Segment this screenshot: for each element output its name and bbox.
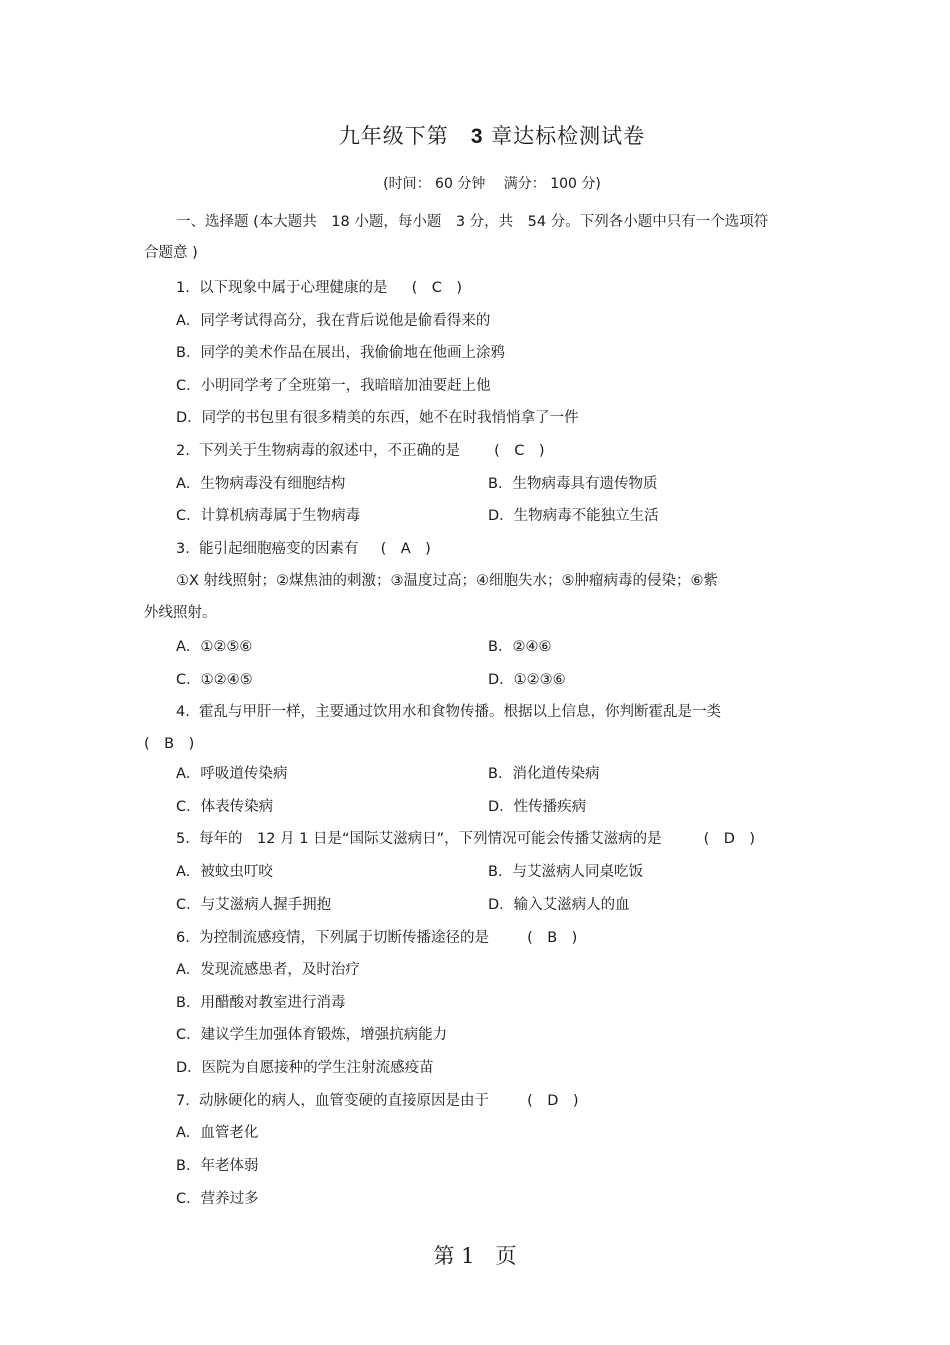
question-2-answer: ( C ) bbox=[494, 443, 545, 459]
question-3-answer: ( A ) bbox=[380, 541, 431, 557]
title-chapter-number: 3 bbox=[470, 125, 484, 148]
question-4-answer: ( B ) bbox=[144, 736, 195, 752]
question-7-option-c: C．营养过多 bbox=[176, 1191, 259, 1207]
question-1-option-d: D．同学的书包里有很多精美的东西，她不在时我悄悄拿了一件 bbox=[176, 410, 579, 426]
question-4-stem: 4. 霍乱与甲肝一样，主要通过饮用水和食物传播。根据以上信息，你判断霍乱是一类 bbox=[176, 704, 722, 720]
question-2-stem: 2. 下列关于生物病毒的叙述中，不正确的是 ( C ) bbox=[176, 443, 545, 459]
question-2-option-a: A．生物病毒没有细胞结构 bbox=[176, 476, 346, 492]
page-number: 第 1 页 bbox=[433, 1244, 517, 1268]
question-5-option-d: D．输入艾滋病人的血 bbox=[488, 897, 630, 913]
question-5-option-b: B．与艾滋病人同桌吃饭 bbox=[488, 864, 643, 880]
question-5-option-a: A．被蚊虫叮咬 bbox=[176, 864, 273, 880]
question-2-option-b: B．生物病毒具有遗传物质 bbox=[488, 476, 658, 492]
page-title bbox=[0, 120, 950, 150]
question-5-option-c: C．与艾滋病人握手拥抱 bbox=[176, 897, 332, 913]
section-heading-line1: 一、选择题 (本大题共 18 小题，每小题 3 分，共 54 分。下列各小题中只有一个选项符 bbox=[176, 214, 769, 230]
question-6-answer: ( B ) bbox=[527, 930, 578, 946]
question-5-answer: ( D ) bbox=[703, 831, 756, 847]
question-3-stem: 3. 能引起细胞癌变的因素有 ( A ) bbox=[176, 541, 431, 557]
title-prefix: 九年级下第 bbox=[338, 124, 471, 148]
question-1-option-a: A．同学考试得高分，我在背后说他是偷看得来的 bbox=[176, 313, 491, 329]
question-6-option-c: C．建议学生加强体育锻炼，增强抗病能力 bbox=[176, 1027, 448, 1043]
question-6-option-d: D．医院为自愿接种的学生注射流感疫苗 bbox=[176, 1060, 434, 1076]
question-6-option-a: A．发现流感患者，及时治疗 bbox=[176, 962, 360, 978]
question-2-option-c: C．计算机病毒属于生物病毒 bbox=[176, 508, 361, 524]
question-7-stem: 7. 动脉硬化的病人，血管变硬的直接原因是由于 ( D ) bbox=[176, 1093, 579, 1109]
question-4-option-a: A．呼吸道传染病 bbox=[176, 766, 288, 782]
question-4-option-c: C．体表传染病 bbox=[176, 799, 274, 815]
question-7-option-b: B．年老体弱 bbox=[176, 1158, 259, 1174]
title-suffix: 章达标检测试卷 bbox=[483, 124, 646, 148]
question-4-option-b: B．消化道传染病 bbox=[488, 766, 600, 782]
question-3-option-d: D．①②③⑥ bbox=[488, 672, 566, 688]
question-1-option-b: B．同学的美术作品在展出，我偷偷地在他画上涂鸦 bbox=[176, 345, 505, 361]
question-4-option-d: D．性传播疾病 bbox=[488, 799, 587, 815]
question-1-option-c: C．小明同学考了全班第一，我暗暗加油要赶上他 bbox=[176, 378, 491, 394]
question-7-option-a: A．血管老化 bbox=[176, 1125, 259, 1141]
exam-info: (时间： 60 分钟 满分： 100 分) bbox=[383, 176, 601, 192]
question-6-option-b: B．用醋酸对教室进行消毒 bbox=[176, 995, 346, 1011]
section-heading-line2: 合题意 ) bbox=[144, 245, 198, 261]
question-2-option-d: D．生物病毒不能独立生活 bbox=[488, 508, 659, 524]
question-3-option-a: A．①②⑤⑥ bbox=[176, 639, 253, 655]
question-6-stem: 6. 为控制流感疫情，下列属于切断传播途径的是 ( B ) bbox=[176, 930, 578, 946]
question-5-stem: 5. 每年的 12 月 1 日是“国际艾滋病日”，下列情况可能会传播艾滋病的是 ( D ) bbox=[176, 831, 756, 847]
question-1-stem: 1. 以下现象中属于心理健康的是 ( C ) bbox=[176, 280, 463, 296]
question-3-note-line1: ①X 射线照射；②煤焦油的刺激；③温度过高；④细胞失水；⑤肿瘤病毒的侵染；⑥紫 bbox=[176, 573, 719, 589]
question-3-option-b: B．②④⑥ bbox=[488, 639, 552, 655]
question-3-option-c: C．①②④⑤ bbox=[176, 672, 253, 688]
question-7-answer: ( D ) bbox=[527, 1093, 579, 1109]
question-3-note-line2: 外线照射。 bbox=[144, 605, 217, 621]
question-1-answer: ( C ) bbox=[411, 280, 463, 296]
